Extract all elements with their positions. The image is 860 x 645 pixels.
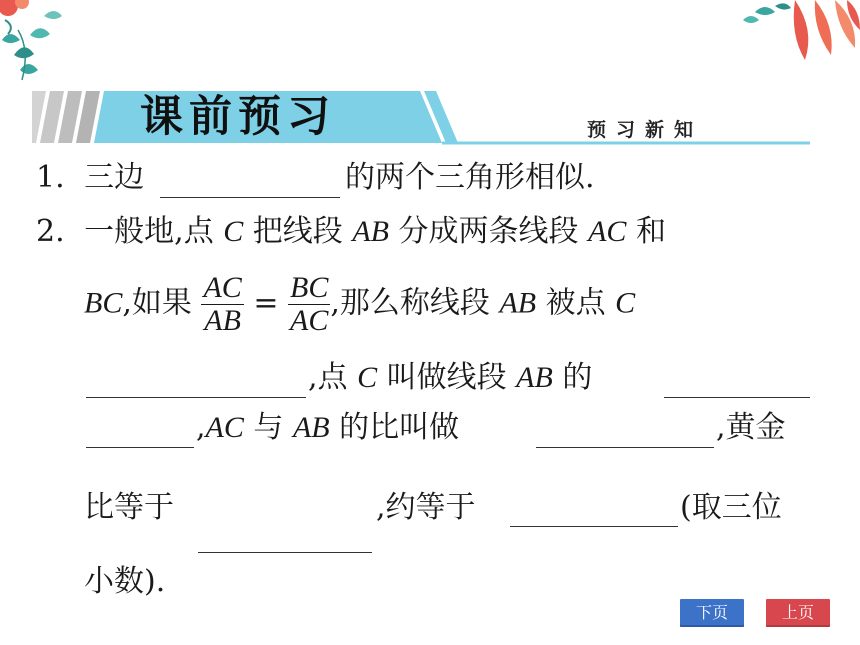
question-text: ,黄金: [716, 410, 786, 445]
answer-blank-4: [536, 447, 714, 448]
math-symbol: AB: [516, 361, 553, 394]
math-symbol: C: [223, 215, 244, 248]
answer-blank-3: [664, 397, 810, 398]
math-symbol: AB: [352, 215, 389, 248]
section-subtitle: 预习新知: [587, 119, 704, 141]
answer-blank-5: [198, 552, 372, 553]
answer-blank-2: [86, 397, 306, 398]
math-symbol: BC: [84, 286, 123, 320]
question-text: 和: [626, 214, 666, 249]
fraction-ac-over-ab: $\frac{AC}{AB}$: [203, 271, 242, 337]
question-2-line-4: [196, 408, 459, 448]
equals-sign: =: [253, 285, 279, 321]
question-2-line-3: [308, 358, 592, 398]
question-text: 被点: [536, 285, 616, 321]
question-number: 1.: [36, 160, 65, 195]
question-text: 与: [243, 410, 293, 445]
floral-corner-left-decoration: [0, 0, 90, 90]
answer-blank-6: [510, 526, 678, 527]
question-text: 一般地,点: [84, 214, 224, 249]
question-text: 三边: [84, 160, 145, 195]
next-page-button[interactable]: 下页: [680, 599, 744, 627]
previous-page-button[interactable]: 上页: [766, 599, 830, 627]
question-text: ,那么称线段: [330, 285, 500, 321]
fraction-bc-over-ac: $\frac{BC}{AC}$: [290, 271, 329, 337]
question-text: 的比叫做: [329, 410, 460, 445]
question-2-line-2: [84, 272, 635, 337]
question-text: ,: [196, 410, 206, 445]
question-text: 的: [552, 360, 593, 395]
question-text: 叫做线段: [377, 360, 517, 395]
question-text: ,点: [308, 360, 358, 395]
math-symbol: AC: [588, 215, 627, 248]
question-2-line-1: [36, 212, 666, 252]
question-text: (取三位: [680, 490, 782, 525]
math-symbol: AB: [499, 286, 537, 320]
answer-blank-3-cont: [86, 447, 194, 448]
floral-corner-right-decoration: [735, 0, 860, 70]
math-symbol: AC: [205, 411, 244, 444]
math-symbol: AB: [292, 411, 330, 444]
question-text: 把线段: [243, 214, 353, 249]
question-text: 比等于: [84, 490, 174, 525]
question-1-line: [36, 158, 144, 198]
question-text: ,约等于: [376, 490, 476, 525]
section-title: 课前预习: [140, 92, 336, 142]
question-text: 的两个三角形相似.: [345, 160, 595, 195]
answer-blank-1: [160, 197, 340, 198]
question-text: ,如果: [122, 285, 192, 321]
question-text: 分成两条线段: [389, 214, 589, 249]
question-text: 小数).: [84, 564, 166, 599]
question-number: 2.: [36, 214, 65, 249]
math-symbol: C: [357, 361, 378, 394]
math-symbol: C: [615, 286, 636, 320]
